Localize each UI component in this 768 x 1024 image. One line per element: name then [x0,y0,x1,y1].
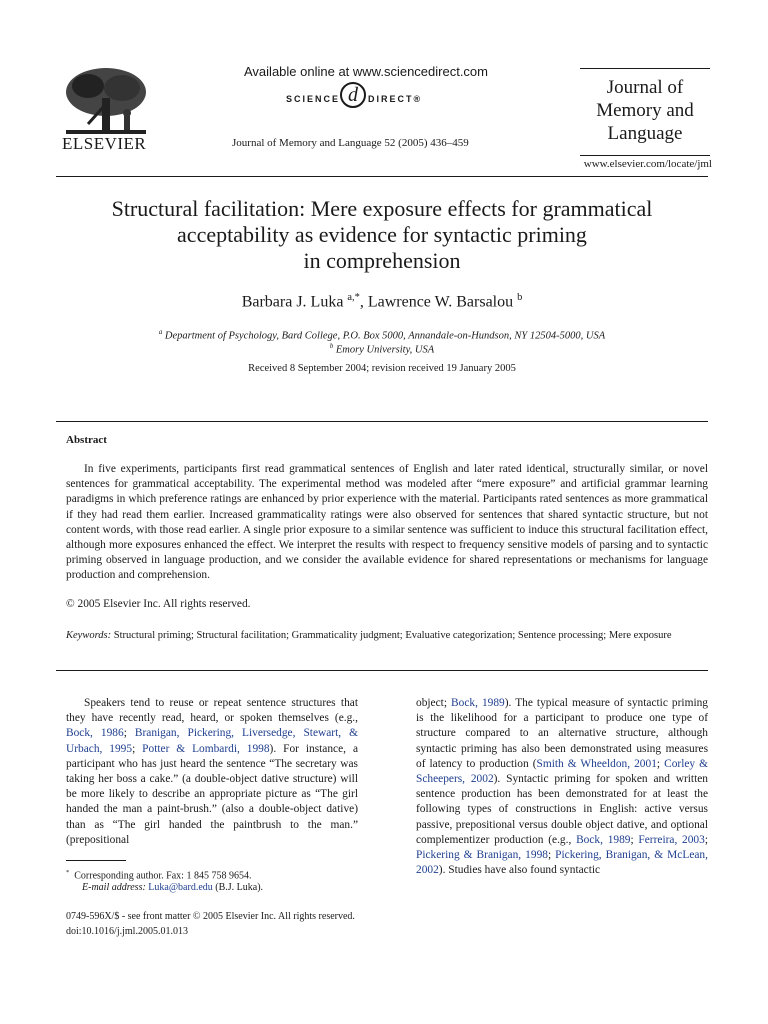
publisher-name: ELSEVIER [62,134,147,153]
journal-url[interactable]: www.elsevier.com/locate/jml [583,158,712,170]
journal-title-line-3: Language [607,123,683,144]
author-separator: , [359,293,368,311]
author-list [56,292,708,311]
sd-at-icon: d [340,82,366,108]
received-dates: Received 8 September 2004; revision received 19 January 2005 [248,363,516,374]
author-1-affil[interactable]: a,* [347,292,360,303]
abstract-body [66,462,708,584]
citation-link[interactable]: Branigan, Pickering, Liversedge, Stewart, & Urbach, 1995 [66,727,358,755]
issn-line: 0749-596X/$ - see front matter © 2005 Elsevier Inc. All rights reserved. [66,911,355,922]
citation-separator: ; [547,849,556,862]
citation-separator: ; [704,833,708,846]
available-online-text[interactable]: Available online at www.sciencedirect.com [244,64,488,79]
keywords [66,628,708,643]
journal-citation: Journal of Memory and Language 52 (2005) 436–459 [232,137,469,149]
footnote-marker: * [66,869,70,876]
affiliation-a [56,329,708,342]
email-label: E-mail address: [82,882,146,893]
body-text: Speakers tend to reuse or repeat sentence structures that they have recently read, heard, or spoken themselves (e.g., [66,697,358,725]
citation-link[interactable]: Bock, 1986 [66,727,124,740]
email-tail: (B.J. Luka). [215,882,264,893]
citation-link[interactable]: Bock, 1989 [451,697,505,709]
abstract-bottom-rule [56,670,708,671]
body-text: ). Syntactic priming for spoken and written sentence production has been demonstrated for at least the following types of constructions in English: active versus passive, prepositional versus double object dative, and optional complementizer production (e.g., [416,773,708,846]
journal-title-line-1: Journal of [606,77,684,98]
citation-link[interactable]: Corley & Scheepers, 2002 [416,757,708,786]
footnote-rule [66,860,126,861]
title-line-2: acceptability as evidence for syntactic priming [177,222,587,247]
journal-title-box [580,68,710,156]
sciencedirect-logo [286,86,446,112]
affiliation-b [56,343,708,356]
body-text: ). The typical measure of syntactic priming is the likelihood for a participant to produce one type of structure compared to an alternative structure, although syntactic priming has also been demonstrated using measures of latency to production ( [416,697,708,770]
affil-b-marker: b [329,343,334,350]
body-text: ). For instance, a participant who has just heard the sentence “The secretary was taking her boss a cake.” (a double-object dative structure) will be more likely to describe an appropriate picture as “The girl handed the man a paint-brush.” (also a double-object dative) than as “The girl handed the paintbrush to the man.” (prepositional [66,742,358,846]
keywords-list: Structural priming; Structural facilitation; Grammaticality judgment; Evaluative categorization; Sentence processing; Mere exposure [113,630,672,641]
header-divider [56,176,708,177]
body-text: ). Studies have also found syntactic [438,864,601,877]
citation-separator: ; [123,727,135,740]
keywords-label: Keywords: [66,630,112,641]
article-title [56,196,708,274]
citation-separator: ; [132,742,143,755]
abstract-copyright: © 2005 Elsevier Inc. All rights reserved. [66,598,251,610]
author-1: Barbara J. Luka [241,293,344,311]
author-2: Lawrence W. Barsalou [367,293,514,311]
body-left-column [66,696,358,848]
email-note [82,881,382,895]
body-right-column [416,696,708,878]
abstract-paragraph: In five experiments, participants first read grammatical sentences of English and later rated identical, structurally similar, or novel sentences for grammatical acceptability. The experimental method was modeled after “mere exposure” and artificial grammar learning paradigms in which preference ratings are enhanced by prior experience with the material. Participants rated sentences as more grammatical if they had read them earlier. Increased grammaticality ratings were also observed for sentences that shared syntactic structure, but not content words, with those read earlier. A single prior exposure to a similar sentence was sufficient to induce this structural facilitation effect, although more exposures enhanced the effect. We interpret the results with respect to frequency sensitive models of parsing and to syntactic priming observed in language production, and we consider the available evidence for shared representations or mechanisms for language production and comprehension. [66,463,708,582]
abstract-top-rule [56,421,708,422]
affil-b-text: Emory University, USA [335,344,435,356]
abstract-heading: Abstract [66,434,107,446]
citation-link[interactable]: Pickering & Branigan, 1998 [416,849,548,862]
affil-a-marker: a [158,329,163,336]
corresponding-text: Corresponding author. Fax: 1 845 758 9654. [74,870,252,882]
author-2-affil[interactable]: b [517,292,523,303]
title-line-1: Structural facilitation: Mere exposure effects for grammatical [111,196,653,221]
citation-link[interactable]: Pickering, Branigan, & McLean, 2002 [416,849,708,877]
citation-separator: ; [630,833,639,846]
doi-line[interactable]: doi:10.1016/j.jml.2005.01.013 [66,926,188,937]
journal-title-line-2: Memory and [596,100,694,121]
citation-link[interactable]: Ferreira, 2003 [638,833,705,846]
affil-a-text: Department of Psychology, Bard College, P.O. Box 5000, Annandale-on-Hundson, NY 12504-5000, USA [164,330,606,342]
sd-left-text: SCIENCE [286,94,341,104]
title-line-3: in comprehension [303,248,461,273]
citation-separator: ; [656,757,665,770]
citation-link[interactable]: Bock, 1989 [576,833,631,846]
citation-link[interactable]: Potter & Lombardi, 1998 [142,742,270,755]
citation-link[interactable]: Smith & Wheeldon, 2001 [536,757,657,770]
email-link[interactable]: Luka@bard.edu [148,882,213,893]
body-text: object; [416,697,452,709]
sd-right-text: DIRECT® [368,94,423,104]
